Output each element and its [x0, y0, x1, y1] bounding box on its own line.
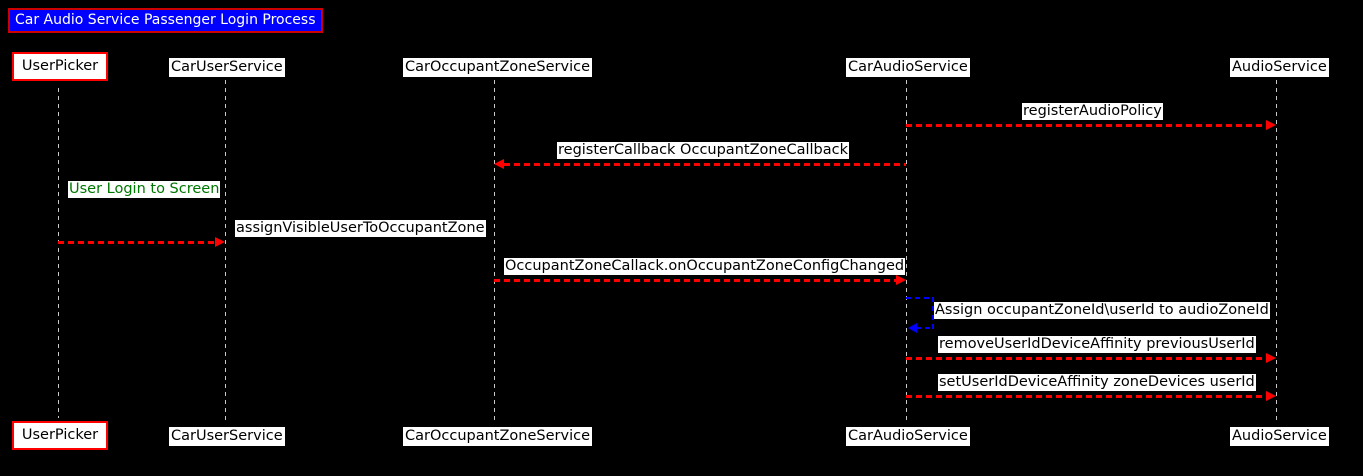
message-arrowhead-set-user-id-device-affinity	[1266, 391, 1276, 401]
lifeline-caraudioservice	[906, 80, 907, 422]
message-arrow-remove-user-id-device-affinity	[906, 357, 1268, 360]
message-arrowhead-register-audio-policy	[1266, 120, 1276, 130]
participant-label: AudioService	[1232, 59, 1327, 75]
participant-label: AudioService	[1232, 428, 1327, 444]
participant-audioservice[interactable]	[1230, 58, 1329, 77]
message-arrow-assign-visible-user	[58, 241, 215, 244]
message-arrowhead-occupant-zone-config-changed	[896, 275, 906, 285]
message-label-remove-user-id-device-affinity: removeUserIdDeviceAffinity previousUserId	[939, 336, 1255, 352]
lifeline-caroccupantzoneservice	[494, 80, 495, 422]
participant-label: CarUserService	[171, 59, 283, 75]
message-arrow-register-audio-policy	[906, 124, 1268, 127]
message-label-register-callback: registerCallback OccupantZoneCallback	[558, 142, 849, 158]
lifeline-caruserservice	[225, 80, 226, 422]
participant-label: CarAudioService	[848, 59, 968, 75]
message-arrow-register-callback	[504, 163, 906, 166]
message-arrowhead-assign-visible-user	[215, 237, 225, 247]
footer-participant-userpicker[interactable]	[12, 421, 108, 450]
participant-label: CarAudioService	[848, 428, 968, 444]
participant-label: CarUserService	[171, 428, 283, 444]
message-label-user-login-to-screen: User Login to Screen	[69, 181, 220, 197]
diagram-title: Car Audio Service Passenger Login Process	[8, 8, 323, 33]
lifeline-audioservice	[1276, 80, 1277, 422]
message-label-set-user-id-device-affinity: setUserIdDeviceAffinity zoneDevices userId	[939, 374, 1255, 390]
participant-label: UserPicker	[21, 58, 99, 74]
message-label-assign-occupant-zone: Assign occupantZoneId\userId to audioZoneId	[935, 302, 1269, 318]
participant-label: CarOccupantZoneService	[405, 59, 590, 75]
message-arrow-set-user-id-device-affinity	[906, 395, 1268, 398]
participant-label: CarOccupantZoneService	[405, 428, 590, 444]
footer-participant-caruserservice[interactable]	[169, 427, 285, 446]
participant-caroccupantzoneservice[interactable]	[403, 58, 592, 77]
lifeline-userpicker	[58, 88, 59, 418]
message-arrowhead-register-callback	[494, 159, 504, 169]
message-label-register-audio-policy: registerAudioPolicy	[1023, 103, 1162, 119]
message-arrowhead-remove-user-id-device-affinity	[1266, 353, 1276, 363]
message-label-assign-visible-user: assignVisibleUserToOccupantZone	[236, 220, 485, 236]
footer-participant-caroccupantzoneservice[interactable]	[403, 427, 592, 446]
footer-participant-caraudioservice[interactable]	[846, 427, 970, 446]
footer-participant-audioservice[interactable]	[1230, 427, 1329, 446]
participant-userpicker[interactable]	[12, 52, 108, 81]
message-label-occupant-zone-config-changed: OccupantZoneCallack.onOccupantZoneConfigChanged	[505, 258, 905, 274]
message-arrow-occupant-zone-config-changed	[494, 279, 896, 282]
participant-caruserservice[interactable]	[169, 58, 285, 77]
participant-caraudioservice[interactable]	[846, 58, 970, 77]
participant-label: UserPicker	[21, 427, 99, 443]
